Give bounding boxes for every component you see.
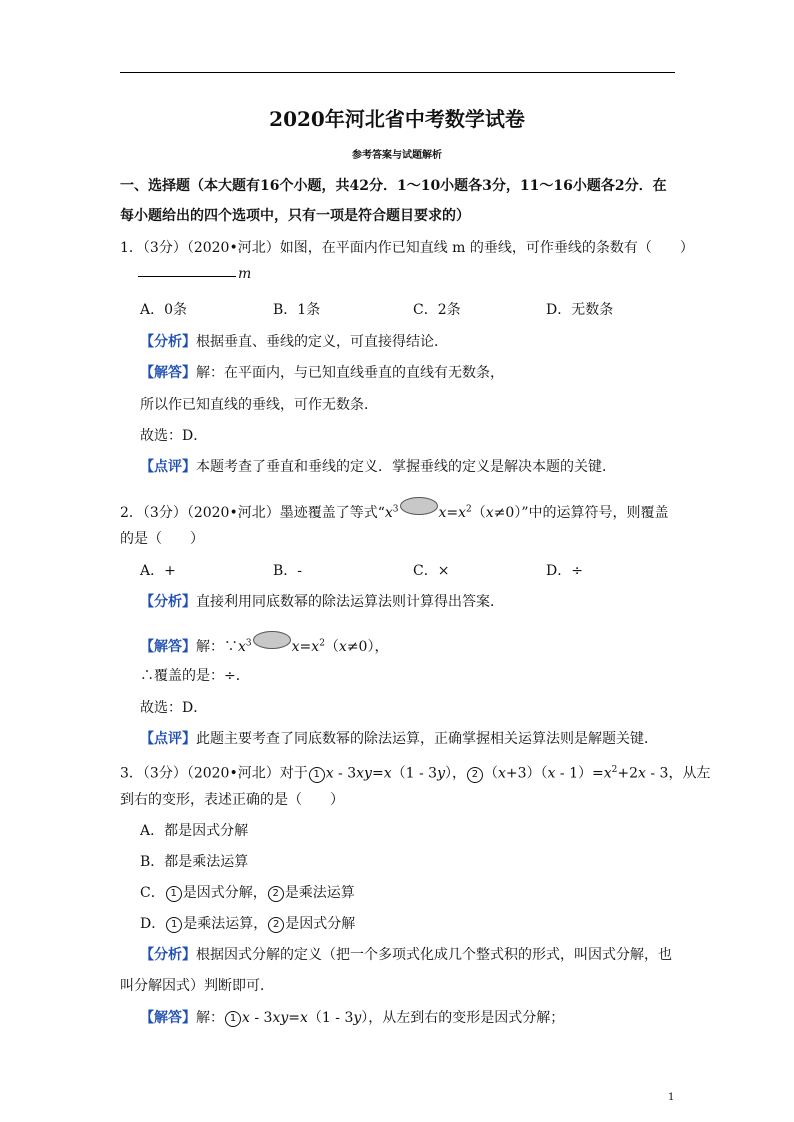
comment-tag: 【点评】	[140, 459, 196, 475]
q1-answer	[140, 363, 504, 383]
q2-analysis	[140, 592, 504, 612]
header-rule	[120, 72, 675, 73]
q1-answer-line3: 故选：D．	[140, 428, 208, 444]
circled-number: 1	[309, 767, 325, 783]
analysis-tag: 【分析】	[140, 594, 196, 610]
circled-number: 1	[166, 886, 182, 902]
q1-option-a: A．0条	[140, 302, 188, 318]
answer-tag: 【解答】	[140, 1010, 196, 1026]
q2-answer: 【解答】解：$\because x^3$ $x=x^2(x\ne 0)$，	[140, 631, 388, 657]
q1-comment-text: 本题考查了垂直和垂线的定义．掌握垂线的定义是解决本题的关键．	[196, 459, 616, 475]
analysis-tag: 【分析】	[140, 947, 196, 963]
answer-tag: 【解答】	[140, 639, 196, 655]
q3-analysis	[140, 945, 672, 965]
ink-blot-icon	[253, 631, 291, 649]
circled-number: 2	[467, 767, 483, 783]
q3-analysis-text: 根据因式分解的定义（把一个多项式化成几个整式积的形式，叫因式分解，也	[196, 947, 672, 963]
section-heading: 一、选择题（本大题有16个小题，共42分．1～10小题各3分，11～16小题各2分．在	[120, 178, 667, 194]
circled-number: 1	[166, 917, 182, 933]
q1-option-b: B．1条	[273, 302, 321, 318]
q3-analysis-line2: 叫分解因式）判断即可．	[120, 978, 274, 994]
q2-option-b: B．-	[273, 563, 303, 579]
q3-option-b: B．都是乘法运算	[140, 854, 249, 870]
q2-option-d: D．÷	[546, 563, 583, 579]
circled-number: 2	[268, 917, 284, 933]
q2-option-a: A．+	[140, 563, 176, 579]
q1-figure-line	[138, 276, 236, 277]
q1-stem: 1．（3分）（2020•河北）如图，在平面内作已知直线 m 的垂线，可作垂线的条数有（ ）	[120, 240, 694, 256]
circled-number: 2	[268, 886, 284, 902]
q3-option-c: C． 1 是因式分解， 2 是乘法运算	[140, 885, 355, 901]
q1-option-c: C．2条	[413, 302, 461, 318]
section-heading-cont: 每小题给出的四个选项中，只有一项是符合题目要求的）	[120, 208, 470, 224]
q2-comment-text: 此题主要考查了同底数幂的除法运算，正确掌握相关运算法则是解题关键．	[196, 731, 658, 747]
answer-tag: 【解答】	[140, 365, 196, 381]
q1-figure-label: m	[238, 266, 252, 282]
q1-analysis	[140, 332, 448, 352]
q2-stem: 2．（3分）（2020•河北）墨迹覆盖了等式“$x^3$ $x=x^2(x\ne 0)$”中的运算符号，则覆盖	[120, 497, 669, 523]
analysis-tag: 【分析】	[140, 334, 196, 350]
q1-option-d: D．无数条	[546, 302, 614, 318]
q2-option-c: C．×	[413, 563, 450, 579]
q1-answer-text: 解：在平面内，与已知直线垂直的直线有无数条，	[196, 365, 504, 381]
q3-stem: 3．（3分）（2020•河北）对于 1 x - 3xy=x（1 - 3y）， 2 $(x+3)(x - 1)=x^2+2x - 3$，从左	[120, 765, 711, 782]
q2-comment	[140, 729, 658, 749]
page-title: 2020年河北省中考数学试卷	[269, 107, 525, 131]
ink-blot-icon	[400, 497, 438, 515]
q2-stem-line2: 的是（ ）	[120, 531, 204, 547]
q2-answer-line2: ∴覆盖的是：÷．	[140, 668, 250, 684]
q1-comment	[140, 457, 616, 477]
q2-answer-line3: 故选：D．	[140, 700, 208, 716]
q2-analysis-text: 直接利用同底数幂的除法运算法则计算得出答案．	[196, 594, 504, 610]
q3-option-d: D． 1 是乘法运算， 2 是因式分解	[140, 916, 356, 932]
q1-analysis-text: 根据垂直、垂线的定义，可直接得结论．	[196, 334, 448, 350]
q3-stem-line2: 到右的变形，表述正确的是（ ）	[120, 792, 344, 808]
circled-number: 1	[225, 1011, 241, 1027]
comment-tag: 【点评】	[140, 731, 196, 747]
q3-answer: 【解答】解： 1 x - 3xy=x（1 - 3y），从左到右的变形是因式分解；	[140, 1010, 565, 1026]
q3-option-a: A．都是因式分解	[140, 823, 249, 839]
q1-answer-line2: 所以作已知直线的垂线，可作无数条．	[140, 397, 378, 413]
page-subtitle: 参考答案与试题解析	[352, 150, 442, 161]
page-number: 1	[668, 1092, 675, 1103]
